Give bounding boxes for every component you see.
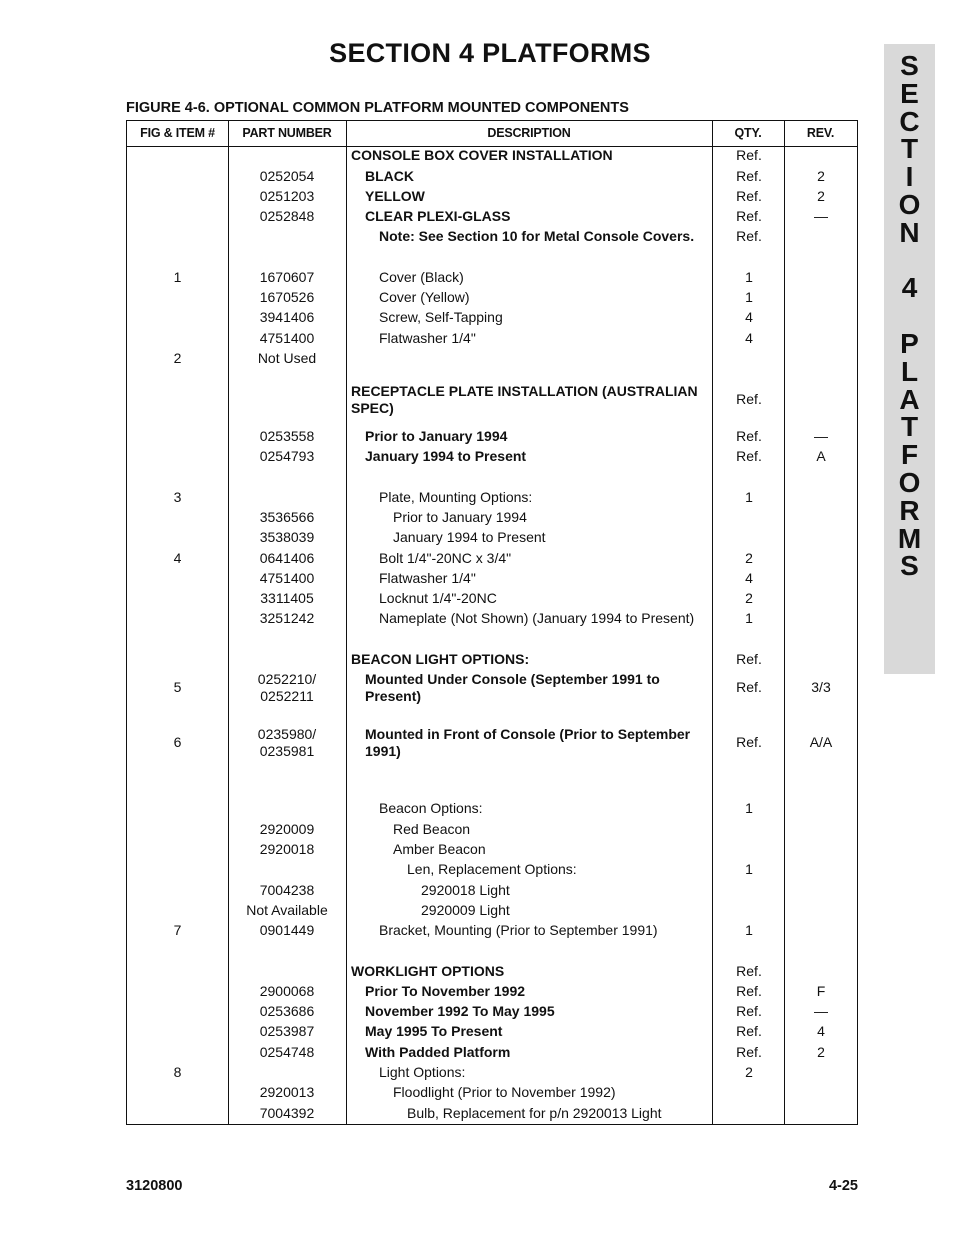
description-cell: Bolt 1/4"-20NC x 3/4" (379, 550, 512, 566)
side-tab-letter: O (898, 188, 921, 220)
part-number-cell: Not Available (246, 902, 328, 918)
header-qty: QTY. (734, 126, 762, 140)
part-number-cell: 3941406 (259, 309, 315, 325)
description-cell: Mounted in Front of Console (Prior to September 1991) (365, 726, 691, 759)
part-number-cell: 4751400 (259, 570, 315, 586)
rev-cell: A/A (809, 734, 833, 750)
rev-cell: — (814, 208, 828, 224)
qty-cell: Ref. (736, 1044, 762, 1060)
description-cell: RECEPTACLE PLATE INSTALLATION (AUSTRALIAN SPEC) (351, 383, 698, 416)
side-tab-letter: F (900, 439, 919, 471)
description-cell: With Padded Platform (365, 1044, 511, 1060)
description-cell: CONSOLE BOX COVER INSTALLATION (351, 147, 613, 163)
rev-cell: — (814, 1003, 828, 1019)
description-cell: May 1995 To Present (365, 1023, 503, 1039)
part-number-cell: 0252210/ 0252211 (257, 671, 317, 704)
rev-cell: 4 (817, 1023, 825, 1039)
qty-cell: Ref. (736, 188, 762, 204)
description-cell: BEACON LIGHT OPTIONS: (351, 651, 530, 667)
qty-cell: Ref. (736, 168, 762, 184)
description-cell: Len, Replacement Options: (407, 861, 577, 877)
side-tab-letter (884, 247, 935, 275)
rev-cell: 2 (817, 168, 825, 184)
qty-cell: 1 (745, 610, 753, 626)
side-tab-letter: C (899, 105, 920, 137)
description-cell: Nameplate (Not Shown) (January 1994 to Present) (379, 610, 695, 626)
qty-cell: Ref. (736, 208, 762, 224)
part-number-cell: 3538039 (259, 529, 315, 545)
description-cell: November 1992 To May 1995 (365, 1003, 555, 1019)
description-cell: Beacon Options: (379, 800, 483, 816)
qty-cell: 1 (745, 289, 753, 305)
description-cell: Mounted Under Console (September 1991 to Present) (365, 671, 660, 704)
fig-item-cell: 4 (173, 550, 182, 566)
side-tab-letter: L (900, 355, 919, 387)
qty-cell: 1 (745, 861, 753, 877)
parts-table (126, 120, 858, 1125)
description-cell: YELLOW (365, 188, 425, 204)
fig-item-cell: 3 (173, 489, 182, 505)
description-cell: 2920009 Light (421, 902, 510, 918)
description-cell: Prior to January 1994 (365, 428, 508, 444)
description-cell: CLEAR PLEXI-GLASS (365, 208, 511, 224)
qty-cell: Ref. (736, 1023, 762, 1039)
qty-cell: Ref. (736, 228, 762, 244)
part-number-cell: 7004392 (259, 1105, 315, 1121)
header-description: DESCRIPTION (487, 126, 571, 140)
part-number-cell: 0253987 (259, 1023, 315, 1039)
description-cell: January 1994 to Present (365, 448, 527, 464)
part-number-cell: 0235980/ 0235981 (257, 726, 317, 759)
fig-item-cell: 8 (173, 1064, 182, 1080)
qty-cell: Ref. (736, 448, 762, 464)
rev-cell: A (816, 448, 826, 464)
rev-cell: 3/3 (811, 679, 831, 695)
qty-cell: 2 (745, 550, 753, 566)
qty-cell: 1 (745, 800, 753, 816)
side-tab-letter: P (900, 327, 919, 359)
qty-cell: 4 (745, 309, 753, 325)
rev-cell: 2 (817, 188, 825, 204)
description-cell: Prior To November 1992 (365, 983, 526, 999)
side-tab-letter: A (899, 383, 920, 415)
column-divider (346, 121, 347, 1124)
description-cell: BLACK (365, 168, 414, 184)
side-tab-letter: R (899, 494, 920, 526)
qty-cell: 1 (745, 489, 753, 505)
rev-cell: 2 (817, 1044, 825, 1060)
qty-cell: Ref. (736, 679, 762, 695)
side-tab-letter (884, 302, 935, 330)
description-cell: Flatwasher 1/4" (379, 570, 476, 586)
description-cell: Locknut 1/4"-20NC (379, 590, 497, 606)
side-tab-letter: 4 (901, 272, 918, 304)
fig-item-cell: 1 (173, 269, 182, 285)
description-cell: January 1994 to Present (393, 529, 546, 545)
description-cell: WORKLIGHT OPTIONS (351, 963, 505, 979)
description-cell: Light Options: (379, 1064, 466, 1080)
qty-cell: 4 (745, 330, 753, 346)
figure-caption: FIGURE 4-6. OPTIONAL COMMON PLATFORM MOUNTED COMPONENTS (126, 100, 629, 116)
header-rev: REV. (806, 126, 835, 140)
qty-cell: Ref. (736, 391, 762, 407)
side-tab-letter: T (900, 411, 919, 443)
part-number-cell: 0251203 (259, 188, 315, 204)
fig-item-cell: 2 (173, 350, 182, 366)
part-number-cell: 0901449 (259, 922, 315, 938)
qty-cell: 2 (745, 1064, 753, 1080)
side-tab-letter: M (897, 522, 922, 554)
qty-cell: Ref. (736, 963, 762, 979)
page-number: 4-25 (828, 1178, 858, 1194)
side-tab-letter: I (905, 161, 914, 193)
description-cell: Prior to January 1994 (393, 509, 527, 525)
description-cell: Bracket, Mounting (Prior to September 1991) (379, 922, 658, 938)
qty-cell: 1 (745, 269, 753, 285)
header-part-number: PART NUMBER (242, 126, 332, 140)
qty-cell: 4 (745, 570, 753, 586)
part-number-cell: 2920009 (259, 821, 315, 837)
qty-cell: Ref. (736, 1003, 762, 1019)
description-cell: Plate, Mounting Options: (379, 489, 533, 505)
part-number-cell: 2920013 (259, 1084, 315, 1100)
part-number-cell: Not Used (257, 350, 317, 366)
document-number: 3120800 (126, 1178, 183, 1194)
part-number-cell: 0254793 (259, 448, 315, 464)
part-number-cell: 0253686 (259, 1003, 315, 1019)
header-fig-item: FIG & ITEM # (140, 126, 215, 140)
description-cell: Cover (Yellow) (379, 289, 470, 305)
side-tab-letters (884, 52, 935, 580)
qty-cell: Ref. (736, 147, 762, 163)
rev-cell: F (816, 983, 826, 999)
description-cell: Screw, Self-Tapping (379, 309, 503, 325)
rev-cell: — (814, 428, 828, 444)
description-cell: Bulb, Replacement for p/n 2920013 Light (407, 1105, 662, 1121)
fig-item-cell: 6 (173, 734, 182, 750)
part-number-cell: 2920018 (259, 841, 315, 857)
part-number-cell: 2900068 (259, 983, 315, 999)
description-cell: Amber Beacon (393, 841, 486, 857)
side-tab-letter: E (900, 77, 919, 109)
qty-cell: 1 (745, 922, 753, 938)
description-cell: Note: See Section 10 for Metal Console Covers. (379, 228, 695, 244)
fig-item-cell: 7 (173, 922, 182, 938)
part-number-cell: 0252848 (259, 208, 315, 224)
qty-cell: Ref. (736, 983, 762, 999)
part-number-cell: 0254748 (259, 1044, 315, 1060)
side-tab-letter: O (898, 466, 921, 498)
part-number-cell: 3536566 (259, 509, 315, 525)
description-cell: 2920018 Light (421, 882, 510, 898)
side-tab-letter: S (900, 550, 919, 582)
description-cell: Red Beacon (393, 821, 471, 837)
qty-cell: Ref. (736, 651, 762, 667)
part-number-cell: 0253558 (259, 428, 315, 444)
fig-item-cell: 5 (173, 679, 182, 695)
part-number-cell: 1670526 (259, 289, 315, 305)
part-number-cell: 4751400 (259, 330, 315, 346)
part-number-cell: 0252054 (259, 168, 315, 184)
description-cell: Floodlight (Prior to November 1992) (393, 1084, 616, 1100)
page-title: SECTION 4 PLATFORMS (329, 38, 651, 68)
side-tab-letter: S (900, 50, 919, 81)
part-number-cell: 3251242 (259, 610, 315, 626)
qty-cell: Ref. (736, 734, 762, 750)
part-number-cell: 7004238 (259, 882, 315, 898)
description-cell: Flatwasher 1/4" (379, 330, 476, 346)
section-side-tab (884, 44, 935, 674)
side-tab-letter: T (900, 133, 919, 165)
part-number-cell: 1670607 (259, 269, 315, 285)
part-number-cell: 0641406 (259, 550, 315, 566)
qty-cell: 2 (745, 590, 753, 606)
side-tab-letter: N (899, 216, 920, 248)
qty-cell: Ref. (736, 428, 762, 444)
description-cell: Cover (Black) (379, 269, 464, 285)
part-number-cell: 3311405 (260, 590, 314, 606)
